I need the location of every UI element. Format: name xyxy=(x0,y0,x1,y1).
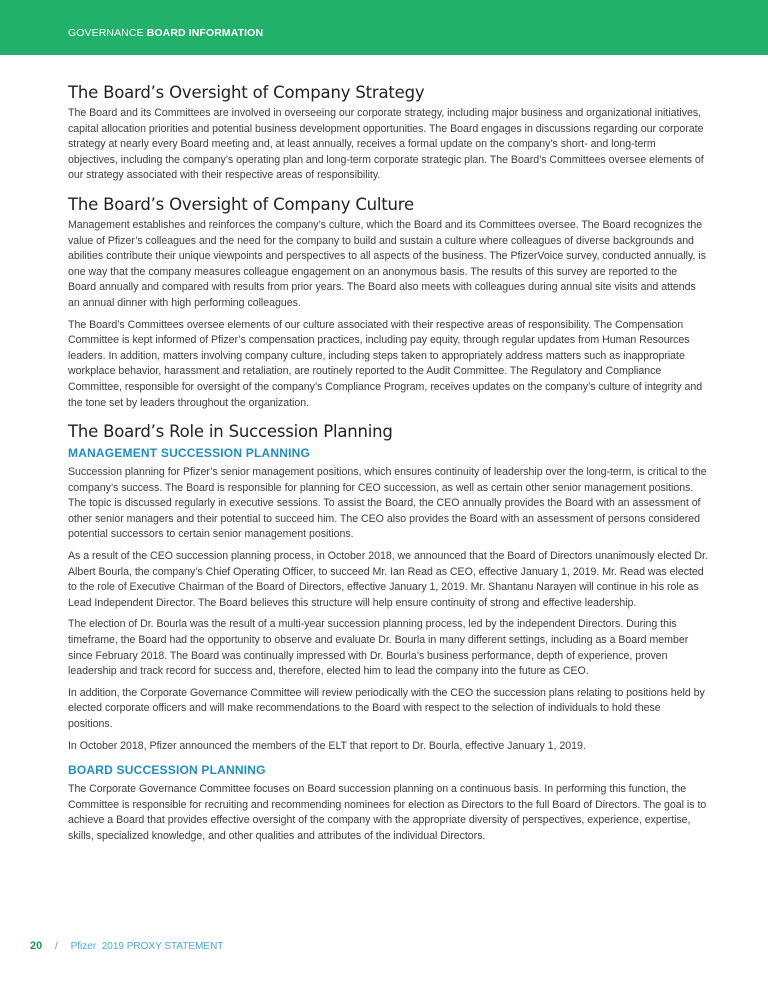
footer-separator: / xyxy=(55,941,58,952)
section-heading: The Board’s Oversight of Company Strategy xyxy=(68,83,425,102)
page-content xyxy=(68,82,708,855)
page-number: 20 xyxy=(30,940,43,952)
paragraph: Succession planning for Pfizer’s senior management positions, which ensures continuity of leadership over the long-term, is critical to the company’s success. The Board is responsible for planning for CEO succession, as well as certain other senior management positions. The topic is discussed regularly in executive sessions. To assist the Board, the CEO annually provides the Board with an assessment of other senior managers and their potential to succeed him. The CEO also provides the Board with an assessment of persons considered potential successors to certain senior management positions. xyxy=(68,466,707,541)
page-footer xyxy=(30,940,223,952)
paragraph: The Corporate Governance Committee focuses on Board succession planning on a continuous basis. In performing this function, the Committee is responsible for recruiting and recommending nominees for election as Directors to the full Board of Directors. The goal is to achieve a Board that provides effective oversight of the company with the appropriate diversity of perspectives, experience, expertise, skills, specialized knowledge, and other qualities and attributes of the individual Directors. xyxy=(68,783,707,842)
running-header xyxy=(68,27,263,39)
paragraph: Management establishes and reinforces the company’s culture, which the Board and its Committees oversee. The Board recognizes the value of Pfizer’s colleagues and the need for the company to build and sustain a culture where colleagues of diverse backgrounds and abilities contribute their unique viewpoints and perspectives to all aspects of the business. The PfizerVoice survey, conducted annually, is one way that the company measures colleague engagement on an anonymous basis. The results of this survey are reported to the Board annually and compared with results from prior years. The Board also meets with colleagues during annual site visits and attends an annual dinner with high performing colleagues. xyxy=(68,218,706,309)
header-section-title: BOARD INFORMATION xyxy=(146,27,264,39)
paragraph: In addition, the Corporate Governance Committee will review periodically with the CEO the succession plans relating to positions held by elected corporate officers and will make recommendations to the Board with respect to the selection of individuals to hold these positions. xyxy=(68,686,705,730)
section-succession xyxy=(68,421,708,844)
paragraph: The Board’s Committees oversee elements of our culture associated with their respective areas of responsibility. The Compensation Committee is kept informed of Pfizer’s compensation practices, including pay equity, through regular updates from Human Resources leaders. In addition, matters involving company culture, including steps taken to appropriately address matters such as inappropriate workplace behavior, harassment and retaliation, are routinely reported to the Audit Committee. The Regulatory and Compliance Committee, responsible for oversight of the company’s Compliance Program, receives updates on the company’s culture of integrity and the tone set by leaders throughout the organization. xyxy=(68,318,703,409)
section-heading: The Board’s Role in Succession Planning xyxy=(68,422,393,442)
subsection-board-succession xyxy=(68,762,708,844)
paragraph: The Board and its Committees are involved in overseeing our corporate strategy, including major business and organizational initiatives, capital allocation priorities and potential business development opportunities. The Board engages in discussions regarding our corporate strategy at nearly every Board meeting and, at least annually, receives a formal update on the company’s short- and long-term objectives, including the company’s operating plan and long-term corporate strategic plan. The Board’s Committees oversee elements of our strategy associated with their respective areas of responsibility. xyxy=(68,107,704,182)
section-culture xyxy=(68,194,708,411)
subsection-heading: BOARD SUCCESSION PLANNING xyxy=(68,763,266,778)
paragraph: The election of Dr. Bourla was the result of a multi-year succession planning process, led by the independent Directors. During this timeframe, the Board had the opportunity to observe and evaluate Dr. Bourla in many different settings, including as a Board member since February 2018. The Board was continually impressed with Dr. Bourla’s business performance, depth of experience, proven leadership and track record for success and, therefore, elected him to lead the company into the future as CEO. xyxy=(68,618,689,678)
section-strategy xyxy=(68,82,708,184)
header-band xyxy=(0,0,768,55)
section-heading: The Board’s Oversight of Company Culture xyxy=(68,194,414,214)
publication-title: Pfizer 2019 PROXY STATEMENT xyxy=(70,941,224,952)
subsection-heading: MANAGEMENT SUCCESSION PLANNING xyxy=(68,446,311,461)
subsection-management-succession xyxy=(68,445,708,754)
header-section-label: GOVERNANCE xyxy=(68,27,144,39)
paragraph: In October 2018, Pfizer announced the members of the ELT that report to Dr. Bourla, effective January 1, 2019. xyxy=(68,739,586,752)
paragraph: As a result of the CEO succession planning process, in October 2018, we announced that the Board of Directors unanimously elected Dr. Albert Bourla, the company’s Chief Operating Officer, to succeed Mr. Ian Read as CEO, effective January 1, 2019. Mr. Read was elected to the role of Executive Chairman of the Board of Directors, effective January 1, 2019. Mr. Shantanu Narayen will continue in his role as Lead Independent Director. The Board believes this structure will help ensure continuity of strong and effective leadership. xyxy=(68,550,708,609)
